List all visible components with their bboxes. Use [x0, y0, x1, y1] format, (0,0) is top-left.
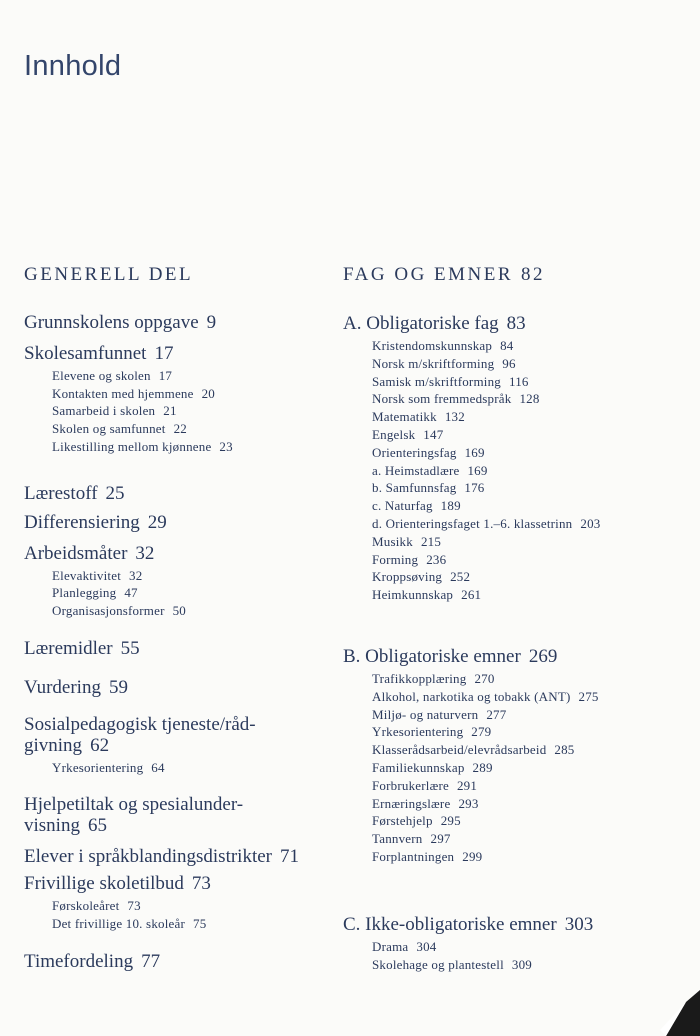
toc-section-page: 83	[506, 313, 526, 334]
toc-subentry[interactable]	[372, 723, 693, 741]
toc-entry[interactable]	[24, 714, 344, 777]
toc-subentry-page: 64	[151, 759, 165, 775]
toc-subentry-text: Førstehjelp	[372, 813, 433, 829]
toc-entry-text-cont: givning	[24, 734, 83, 756]
toc-entry-title	[24, 483, 344, 504]
toc-subentry-page: 73	[127, 898, 141, 914]
toc-subentry-page: 17	[158, 368, 173, 383]
toc-section-page: 303	[564, 913, 594, 935]
toc-entry-title	[24, 343, 344, 364]
toc-entry[interactable]	[24, 512, 344, 533]
general-part-heading: GENERELL DEL	[24, 264, 194, 285]
toc-entry-text: Differensiering	[24, 511, 140, 533]
toc-subentry[interactable]	[372, 777, 693, 795]
toc-section-title	[343, 914, 693, 935]
toc-entry-title	[24, 677, 344, 698]
toc-entry-text: Sosialpedagogisk tjeneste/råd-	[24, 713, 256, 735]
toc-subentry-page: 279	[471, 724, 492, 740]
page-title: Innhold	[24, 50, 122, 82]
toc-subentry[interactable]	[372, 390, 693, 408]
toc-entry-text: Lærestoff	[24, 482, 98, 504]
toc-subentry-text: Elevaktivitet	[52, 567, 122, 583]
toc-subentries	[24, 367, 344, 456]
toc-entry[interactable]	[24, 483, 344, 504]
toc-entry[interactable]	[24, 873, 344, 932]
toc-entry-title	[24, 951, 344, 972]
toc-entry-page: 32	[135, 542, 155, 564]
toc-subentry-text: Alkohol, narkotika og tobakk (ANT)	[372, 688, 571, 704]
toc-subentry-text: Ernæringslære	[372, 795, 451, 811]
toc-subentry[interactable]	[372, 373, 693, 391]
toc-section-text: C. Ikke-obligatoriske emner	[343, 913, 557, 935]
toc-entry-title	[24, 638, 344, 659]
toc-entry-title	[24, 312, 344, 333]
toc-subentry-text: a. Heimstadlære	[372, 462, 460, 478]
toc-subentry-text: Musikk	[372, 533, 413, 549]
toc-section-text: A. Obligatoriske fag	[343, 313, 499, 334]
toc-subentry-page: 50	[172, 602, 186, 618]
toc-subentry[interactable]	[372, 426, 693, 444]
toc-subentry-page: 176	[464, 480, 485, 496]
toc-subentry-page: 22	[173, 421, 187, 437]
toc-section[interactable]	[343, 313, 693, 604]
toc-entry-page: 77	[141, 950, 161, 972]
toc-subentry[interactable]	[52, 367, 344, 385]
general-part-column	[24, 264, 344, 972]
toc-subentry[interactable]	[372, 515, 693, 533]
toc-subentry[interactable]	[52, 759, 344, 777]
toc-subentry-page: 169	[464, 444, 485, 460]
toc-entry-page: 73	[191, 873, 211, 895]
toc-entry-title	[24, 543, 344, 564]
subjects-sections	[343, 313, 693, 973]
toc-subentry-page: 297	[430, 831, 451, 847]
toc-entry-title-cont	[24, 815, 344, 836]
toc-entry-text: Timefordeling	[24, 950, 134, 972]
toc-subentry-page: 289	[472, 759, 493, 775]
toc-entry[interactable]	[24, 846, 344, 867]
toc-subentry-text: Organisasjonsformer	[52, 602, 165, 618]
toc-subentry[interactable]	[52, 584, 344, 602]
toc-subentry[interactable]	[52, 897, 344, 915]
toc-subentry[interactable]	[372, 670, 693, 688]
toc-subentry-page: 252	[450, 569, 471, 585]
toc-subentry[interactable]	[372, 741, 693, 759]
toc-entry-title	[24, 512, 344, 533]
toc-subentry-text: Skolehage og plantestell	[372, 956, 504, 972]
toc-subentry-page: 132	[444, 409, 465, 425]
toc-subentry-text: Kroppsøving	[372, 569, 443, 585]
toc-subentry-page: 128	[519, 391, 540, 407]
subjects-heading-page: 82	[521, 264, 546, 285]
toc-subentry-text: Skolen og samfunnet	[52, 421, 166, 437]
toc-subentry-page: 147	[423, 426, 444, 442]
general-part-entries	[24, 312, 344, 972]
toc-subentry[interactable]	[52, 915, 344, 933]
toc-subentry-text: Matematikk	[372, 409, 437, 425]
toc-entry-page: 71	[280, 846, 299, 868]
toc-subentry[interactable]	[372, 444, 693, 462]
toc-entry-title	[24, 714, 344, 735]
toc-subentry[interactable]	[52, 420, 344, 438]
toc-subentry[interactable]	[372, 462, 693, 480]
toc-subentry[interactable]	[372, 497, 693, 515]
toc-subentry-page: 236	[426, 551, 447, 567]
toc-entry-text: Hjelpetiltak og spesialunder-	[24, 794, 244, 816]
toc-entry-title	[24, 873, 344, 894]
toc-entry-title-cont	[24, 735, 344, 756]
toc-subentry-page: 203	[580, 515, 601, 531]
toc-entry-page: 55	[120, 637, 140, 659]
toc-section-text: B. Obligatoriske emner	[343, 645, 521, 667]
toc-entry-text-cont: visning	[24, 815, 80, 837]
subjects-heading-text: FAG OG EMNER	[343, 264, 514, 285]
toc-subentry-page: 47	[124, 585, 138, 601]
toc-subentry[interactable]	[372, 938, 693, 956]
toc-subentry-text: c. Naturfag	[372, 498, 433, 514]
toc-subentry-text: Planlegging	[52, 585, 117, 601]
toc-subentries	[24, 897, 344, 932]
toc-subentry-page: 189	[440, 498, 461, 514]
toc-entry-page: 25	[105, 482, 125, 504]
toc-entry[interactable]	[24, 343, 344, 456]
toc-subentry[interactable]	[372, 479, 693, 497]
toc-subentry-text: Forplantningen	[372, 848, 455, 864]
toc-subentry-text: Norsk m/skriftforming	[372, 355, 495, 371]
toc-subentry-text: Yrkesorientering	[372, 724, 464, 740]
toc-subentry[interactable]	[372, 551, 693, 569]
toc-entry-text: Vurdering	[24, 676, 101, 698]
toc-subentries	[343, 337, 693, 604]
toc-subentry-page: 293	[458, 795, 479, 811]
toc-subentry-text: Førskoleåret	[52, 898, 120, 914]
toc-entry[interactable]	[24, 951, 344, 972]
toc-entry[interactable]	[24, 312, 344, 333]
toc-subentries	[343, 670, 693, 866]
toc-subentry-page: 20	[201, 385, 215, 401]
toc-subentry-page: 21	[163, 403, 177, 419]
toc-subentry-text: Yrkesorientering	[52, 759, 144, 775]
toc-section-title	[343, 646, 693, 667]
toc-subentry-page: 261	[461, 587, 482, 603]
toc-subentry-page: 277	[486, 706, 507, 722]
toc-entry-text: Arbeidsmåter	[24, 542, 128, 564]
toc-entry-text: Læremidler	[24, 637, 113, 659]
toc-subentry[interactable]	[372, 795, 693, 813]
toc-subentry-text: Kristendomskunnskap	[372, 338, 493, 353]
toc-subentry-text: b. Samfunnsfag	[372, 480, 457, 496]
toc-subentry-page: 84	[500, 338, 514, 353]
toc-subentries	[24, 567, 344, 620]
toc-subentry[interactable]	[52, 602, 344, 620]
toc-subentries	[343, 938, 693, 974]
toc-subentry-text: Drama	[372, 938, 409, 954]
subjects-column	[343, 264, 693, 973]
toc-subentry-text: Tannvern	[372, 831, 423, 847]
toc-subentry[interactable]	[372, 568, 693, 586]
toc-subentry[interactable]	[52, 402, 344, 420]
toc-section-title	[343, 313, 693, 334]
toc-entry-text: Grunnskolens oppgave	[24, 312, 199, 333]
toc-subentry-page: 215	[420, 533, 442, 549]
toc-subentry-text: Elevene og skolen	[52, 368, 151, 383]
subjects-heading	[343, 264, 693, 286]
toc-subentry-page: 299	[462, 848, 483, 864]
toc-subentry-text: Samisk m/skriftforming	[372, 373, 501, 389]
toc-subentry-text: Trafikkopplæring	[372, 670, 467, 686]
toc-subentry-text: d. Orienteringsfaget 1.–6. klassetrinn	[372, 515, 573, 531]
toc-subentry[interactable]	[52, 385, 344, 403]
toc-subentry-text: Familiekunnskap	[372, 759, 465, 775]
toc-subentry-text: Miljø- og naturvern	[372, 706, 479, 722]
toc-subentry[interactable]	[52, 438, 344, 456]
toc-subentry-page: 116	[508, 373, 529, 389]
toc-subentry[interactable]	[372, 586, 693, 604]
toc-entry-title	[24, 794, 344, 815]
toc-subentry-text: Det frivillige 10. skoleår	[52, 916, 185, 932]
toc-subentry-text: Norsk som fremmedspråk	[372, 391, 512, 407]
toc-subentry[interactable]	[372, 688, 693, 706]
toc-subentry-page: 309	[511, 956, 532, 972]
toc-subentry[interactable]	[372, 337, 693, 355]
toc-entry[interactable]	[24, 794, 344, 836]
toc-subentry-text: Engelsk	[372, 426, 416, 442]
toc-subentry-page: 275	[578, 688, 599, 704]
page-corner-fold	[656, 990, 700, 1036]
toc-entry-text: Skolesamfunnet	[24, 343, 147, 364]
toc-subentry-page: 96	[502, 355, 516, 371]
toc-entry[interactable]	[24, 543, 344, 620]
toc-subentry[interactable]	[372, 408, 693, 426]
toc-entry-page: 17	[154, 343, 174, 364]
toc-section[interactable]	[343, 914, 693, 974]
toc-entry[interactable]	[24, 638, 344, 659]
toc-subentry[interactable]	[372, 706, 693, 724]
toc-subentry[interactable]	[372, 830, 693, 848]
toc-entry-text: Elever i språkblandingsdistrikter	[24, 846, 272, 868]
toc-subentry[interactable]	[372, 355, 693, 373]
toc-subentry[interactable]	[372, 956, 693, 974]
toc-subentry[interactable]	[372, 759, 693, 777]
toc-section-page: 269	[528, 645, 558, 667]
toc-section[interactable]	[343, 646, 693, 866]
toc-subentry[interactable]	[52, 567, 344, 585]
toc-subentry-text: Samarbeid i skolen	[52, 403, 156, 419]
toc-subentry-page: 291	[456, 777, 478, 793]
toc-entry-page: 65	[87, 815, 107, 837]
toc-subentry-text: Likestilling mellom kjønnene	[52, 438, 212, 454]
toc-subentry-text: Kontakten med hjemmene	[52, 385, 194, 401]
toc-subentry-page: 169	[467, 462, 488, 478]
toc-subentry-page: 304	[416, 938, 437, 954]
toc-subentry-page: 32	[129, 567, 143, 583]
toc-entry-title	[24, 846, 344, 867]
toc-entry-page: 62	[90, 734, 110, 756]
toc-subentry-text: Orienteringsfag	[372, 444, 457, 460]
toc-entry[interactable]	[24, 677, 344, 698]
toc-entry-page: 9	[206, 312, 217, 333]
toc-subentry-page: 285	[554, 742, 575, 758]
toc-entry-text: Frivillige skoletilbud	[24, 873, 184, 895]
toc-subentry-text: Forbrukerlære	[372, 777, 449, 793]
toc-subentry-page: 295	[440, 813, 461, 829]
toc-subentry-page: 75	[193, 916, 207, 932]
toc-subentry-page: 270	[474, 670, 495, 686]
toc-subentry-text: Klasserådsarbeid/elevrådsarbeid	[372, 742, 547, 758]
toc-subentry-text: Forming	[372, 551, 419, 567]
toc-subentry[interactable]	[372, 533, 693, 551]
toc-subentry[interactable]	[372, 812, 693, 830]
toc-subentry-text: Heimkunnskap	[372, 587, 454, 603]
toc-subentry[interactable]	[372, 848, 693, 866]
toc-entry-page: 29	[147, 511, 167, 533]
toc-entry-page: 59	[108, 676, 128, 698]
toc-subentries	[24, 759, 344, 777]
toc-subentry-page: 23	[219, 438, 233, 454]
